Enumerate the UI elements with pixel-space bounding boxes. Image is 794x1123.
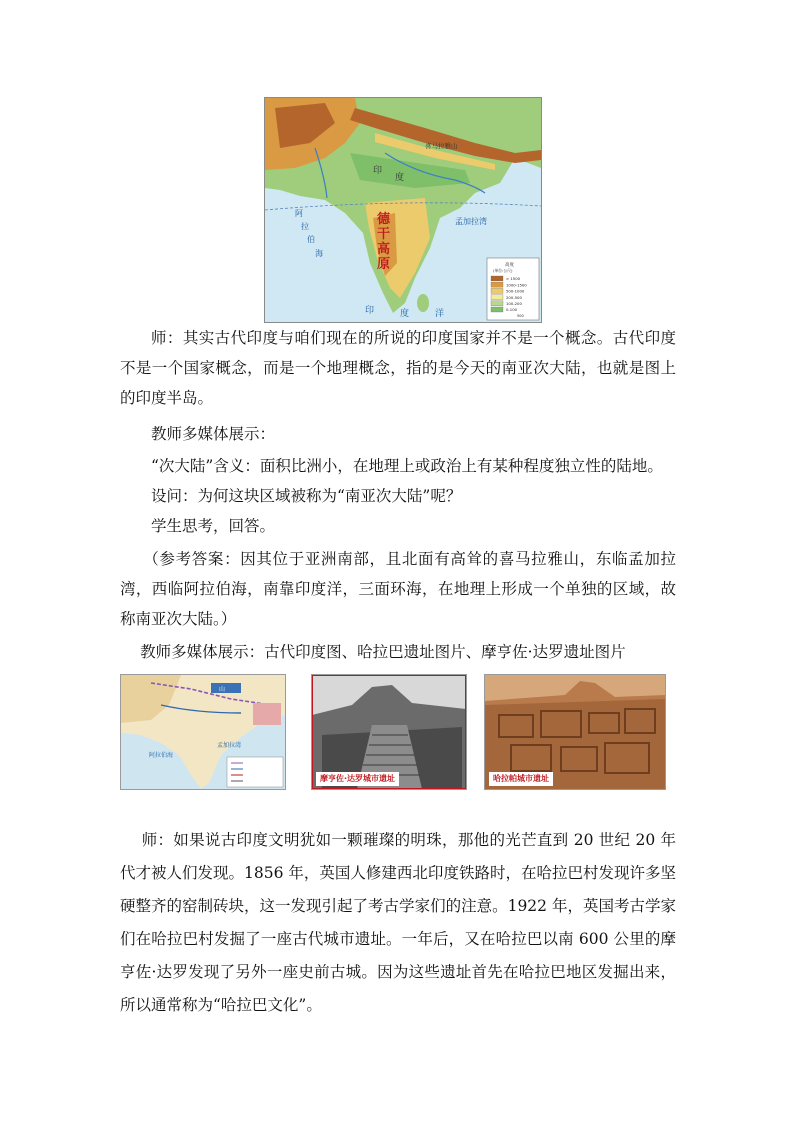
ancient-india-map — [120, 674, 286, 790]
legend-label: 500-1000 — [506, 288, 525, 294]
legend-label: 1000-1500 — [506, 282, 527, 288]
question: 设问：为何这块区域被称为“南亚次大陆”呢？ — [151, 487, 462, 505]
map-india-2: 度 — [395, 173, 405, 183]
legend-swatch — [491, 282, 503, 287]
legend-label: > 1500 — [506, 276, 521, 282]
harappa-caption: 哈拉帕城市遗址 — [489, 772, 553, 786]
reference-answer: （参考答案：因其位于亚洲南部，且北面有高耸的喜马拉雅山，东临孟加拉湾，西临阿拉伯海，南靠印度洋，三面环海，在地理上形成一个单独的区域，故称南亚次大陆。） — [120, 550, 676, 628]
legend-label: 0-100 — [506, 307, 518, 313]
map-ocean-3: 洋 — [435, 309, 445, 319]
media-display-1: 教师多媒体展示： — [151, 425, 276, 443]
legend-label: 200-500 — [506, 294, 522, 300]
ancient-map-bay: 孟加拉湾 — [217, 742, 242, 749]
legend-title: 高度 — [505, 263, 514, 268]
harappa-photo — [484, 674, 666, 790]
legend-scale: 500 — [517, 314, 524, 318]
legend-unit: (单位:公尺) — [493, 268, 513, 273]
mohenjo-daro-photo — [311, 674, 467, 790]
plateau-char-3: 高 — [377, 242, 391, 257]
subcontinent-definition: “次大陆”含义：面积比洲小，在地理上或政治上有某种程度独立性的陆地。 — [151, 457, 663, 475]
map-sea-2: 拉 — [301, 222, 309, 231]
ancient-map-svg — [121, 675, 285, 789]
legend-label: 100-200 — [506, 301, 522, 306]
harappa-discovery: 师：如果说古印度文明犹如一颗璀璨的明珠，那他的光芒直到 20 世纪 20 年代才被人们发现。1856 年，英国人修建西北印度铁路时，在哈拉巴村发现许多坚硬整齐的窑制砖块，这一发现引起了考古学家们的注意。1922 年，英国考古学家们在哈拉巴村发掘了一座古代城市遗址。一年后，又在哈拉巴以南 600 公里的摩亨佐·达罗发现了另外一座史前古城。因为这些遗址首先在哈拉巴地区发掘出来，所以通常称为“哈拉巴文化”。 — [120, 831, 676, 1014]
plateau-char-2: 干 — [377, 227, 391, 242]
map-sea-3: 伯 — [307, 235, 315, 244]
india-terrain-map — [264, 97, 542, 323]
legend-swatch — [491, 295, 503, 300]
plateau-char-4: 原 — [377, 257, 391, 272]
teacher-explanation: 师：其实古代印度与咱们现在的所说的印度国家并不是一个概念。古代印度不是一个国家概念，而是一个地理概念，指的是今天的南亚次大陆，也就是图上的印度半岛。 — [120, 329, 676, 407]
map-sea-4: 海 — [315, 249, 323, 258]
legend-swatch — [491, 307, 503, 312]
map-himalaya: 喜马拉雅山 — [425, 142, 458, 150]
terrain-map-svg — [265, 98, 541, 322]
map-legend — [487, 258, 539, 320]
student-response: 学生思考，回答。 — [151, 517, 276, 535]
legend-swatch — [491, 276, 503, 281]
map-bay-bengal: 孟加拉湾 — [455, 217, 487, 226]
ancient-map-mountain: 山 — [219, 686, 226, 693]
media-display-2: 教师多媒体展示：古代印度图、哈拉巴遗址图片、摩亨佐·达罗遗址图片 — [140, 643, 626, 661]
plateau-char-1: 德 — [377, 212, 391, 227]
legend-swatch — [491, 288, 503, 293]
legend-swatch — [491, 301, 503, 306]
map-ocean-2: 度 — [400, 309, 410, 319]
mohenjo-caption: 摩亨佐·达罗城市遗址 — [316, 772, 399, 786]
map-sea-1: 阿 — [295, 209, 303, 218]
map-ocean-1: 印 — [365, 306, 375, 316]
ancient-map-sea: 阿拉伯海 — [149, 752, 174, 759]
map-india-1: 印 — [373, 166, 383, 176]
